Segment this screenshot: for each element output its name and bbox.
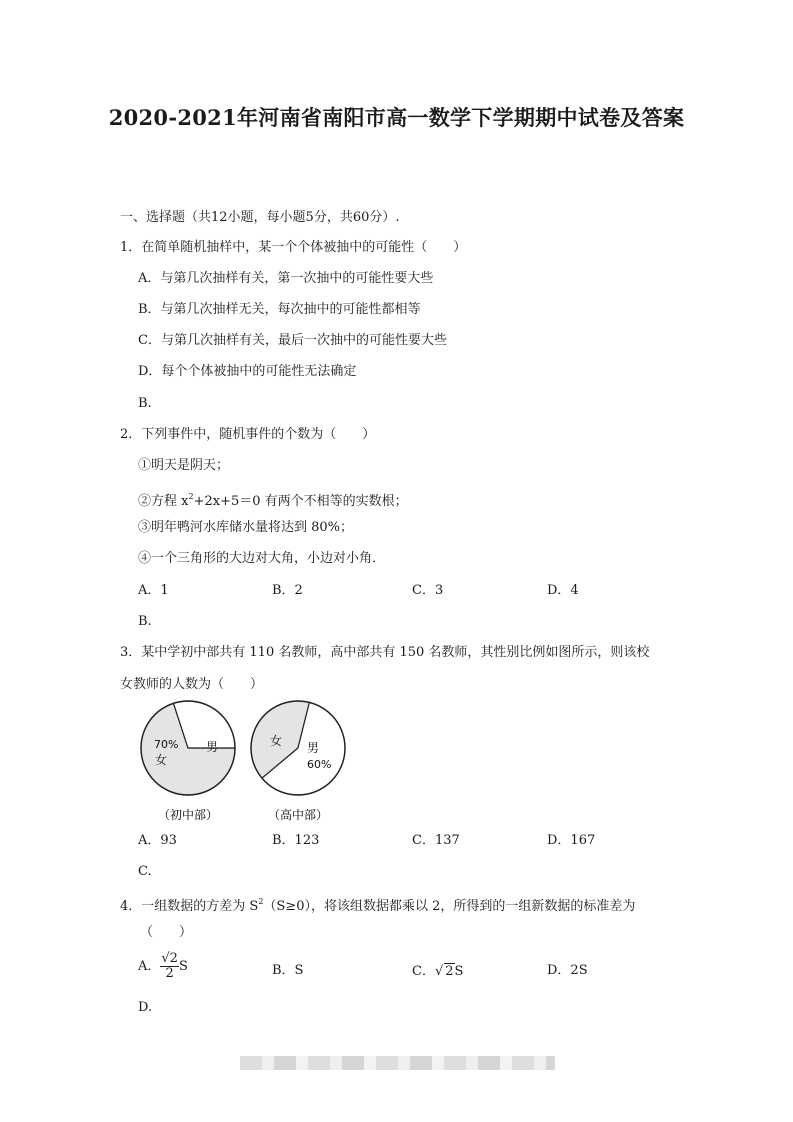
q4-option-d: D．2S <box>547 963 588 978</box>
q4-stem-line-2: （ ） <box>140 925 193 940</box>
q3-stem-line-2: 女教师的人数为（ ） <box>120 677 264 692</box>
blurred-footer-watermark <box>240 1056 555 1070</box>
q3-option-b: B．123 <box>272 833 320 848</box>
q1-answer: B. <box>138 396 152 411</box>
q4-stem-exponent: 2 <box>258 897 264 906</box>
q4-option-c <box>412 963 463 980</box>
q2-item-4: ④一个三角形的大边对大角，小边对小角． <box>138 551 386 566</box>
q2-answer: B. <box>138 614 152 629</box>
pie-senior-male-label: 男 <box>307 741 320 755</box>
q4-option-c-radicand: 2 <box>445 964 454 979</box>
q2-item-3: ③明年鸭河水库储水量将达到 80%； <box>138 520 354 535</box>
pie-junior-high <box>141 701 235 795</box>
q2-option-b: B．2 <box>272 583 303 598</box>
q2-item-2-exponent: 2 <box>188 492 194 501</box>
pie-senior-caption: （高中部） <box>268 808 329 822</box>
q4-stem-line-1 <box>120 894 635 915</box>
q3-option-c: C．137 <box>412 833 460 848</box>
q4-stem-pre: 4．一组数据的方差为 S <box>120 899 259 914</box>
q3-option-a: A．93 <box>138 833 177 848</box>
q1-option-c: C．与第几次抽样有关，最后一次抽中的可能性要大些 <box>138 333 447 348</box>
q2-option-a: A．1 <box>138 583 169 598</box>
q4-option-a-tail: S <box>178 959 188 974</box>
q3-answer: C. <box>138 864 152 879</box>
q4-option-a-denominator: 2 <box>165 966 174 981</box>
q2-option-d: D．4 <box>547 583 579 598</box>
q1-option-b: B．与第几次抽样无关，每次抽中的可能性都相等 <box>138 302 421 317</box>
q4-option-a <box>138 952 188 981</box>
document-title: 2020-2021年河南省南阳市高一数学下学期期中试卷及答案 <box>108 105 685 130</box>
q4-option-a-label: A． <box>138 959 161 974</box>
q4-option-a-numerator: √2 <box>161 951 178 966</box>
pie-junior-male-label: 男 <box>206 740 219 754</box>
sqrt-icon: √ <box>434 964 444 979</box>
pie-senior-high <box>251 701 345 795</box>
q4-option-a-fraction <box>160 952 179 981</box>
q1-stem: 1．在简单随机抽样中，某一个个体被抽中的可能性（ ） <box>120 240 467 255</box>
q3-stem-line-1: 3．某中学初中部共有 110 名教师，高中部共有 150 名教师，其性别比例如图所示，则该校 <box>120 645 650 660</box>
q2-item-2 <box>138 489 408 510</box>
pie-junior-female-label: 女 <box>155 753 168 767</box>
q2-item-2-post: +2x+5＝0 有两个不相等的实数根； <box>193 494 408 509</box>
section-heading: 一、选择题（共12小题，每小题5分，共60分）. <box>120 210 400 225</box>
pie-junior-caption: （初中部） <box>158 808 219 822</box>
q4-answer: D. <box>138 1000 153 1015</box>
pie-junior-female-pct: 70% <box>154 738 179 751</box>
q3-pie-figure <box>130 700 370 830</box>
q4-stem-post: （S≥0），将该组数据都乘以 2，所得到的一组新数据的标准差为 <box>263 899 636 914</box>
q2-item-1: ①明天是阴天； <box>138 458 230 473</box>
q1-option-a: A．与第几次抽样有关，第一次抽中的可能性要大些 <box>138 271 434 286</box>
pie-senior-female-label: 女 <box>270 734 283 748</box>
q4-option-b: B．S <box>272 963 304 978</box>
q2-stem: 2．下列事件中，随机事件的个数为（ ） <box>120 427 376 442</box>
q1-option-d: D．每个个体被抽中的可能性无法确定 <box>138 364 357 379</box>
pie-senior-male-pct: 60% <box>307 758 332 771</box>
q4-option-c-tail: S <box>454 964 464 979</box>
q3-option-d: D．167 <box>547 833 596 848</box>
q2-item-2-pre: ②方程 x <box>138 494 189 509</box>
q2-option-c: C．3 <box>412 583 444 598</box>
q4-option-c-label: C． <box>412 964 435 979</box>
